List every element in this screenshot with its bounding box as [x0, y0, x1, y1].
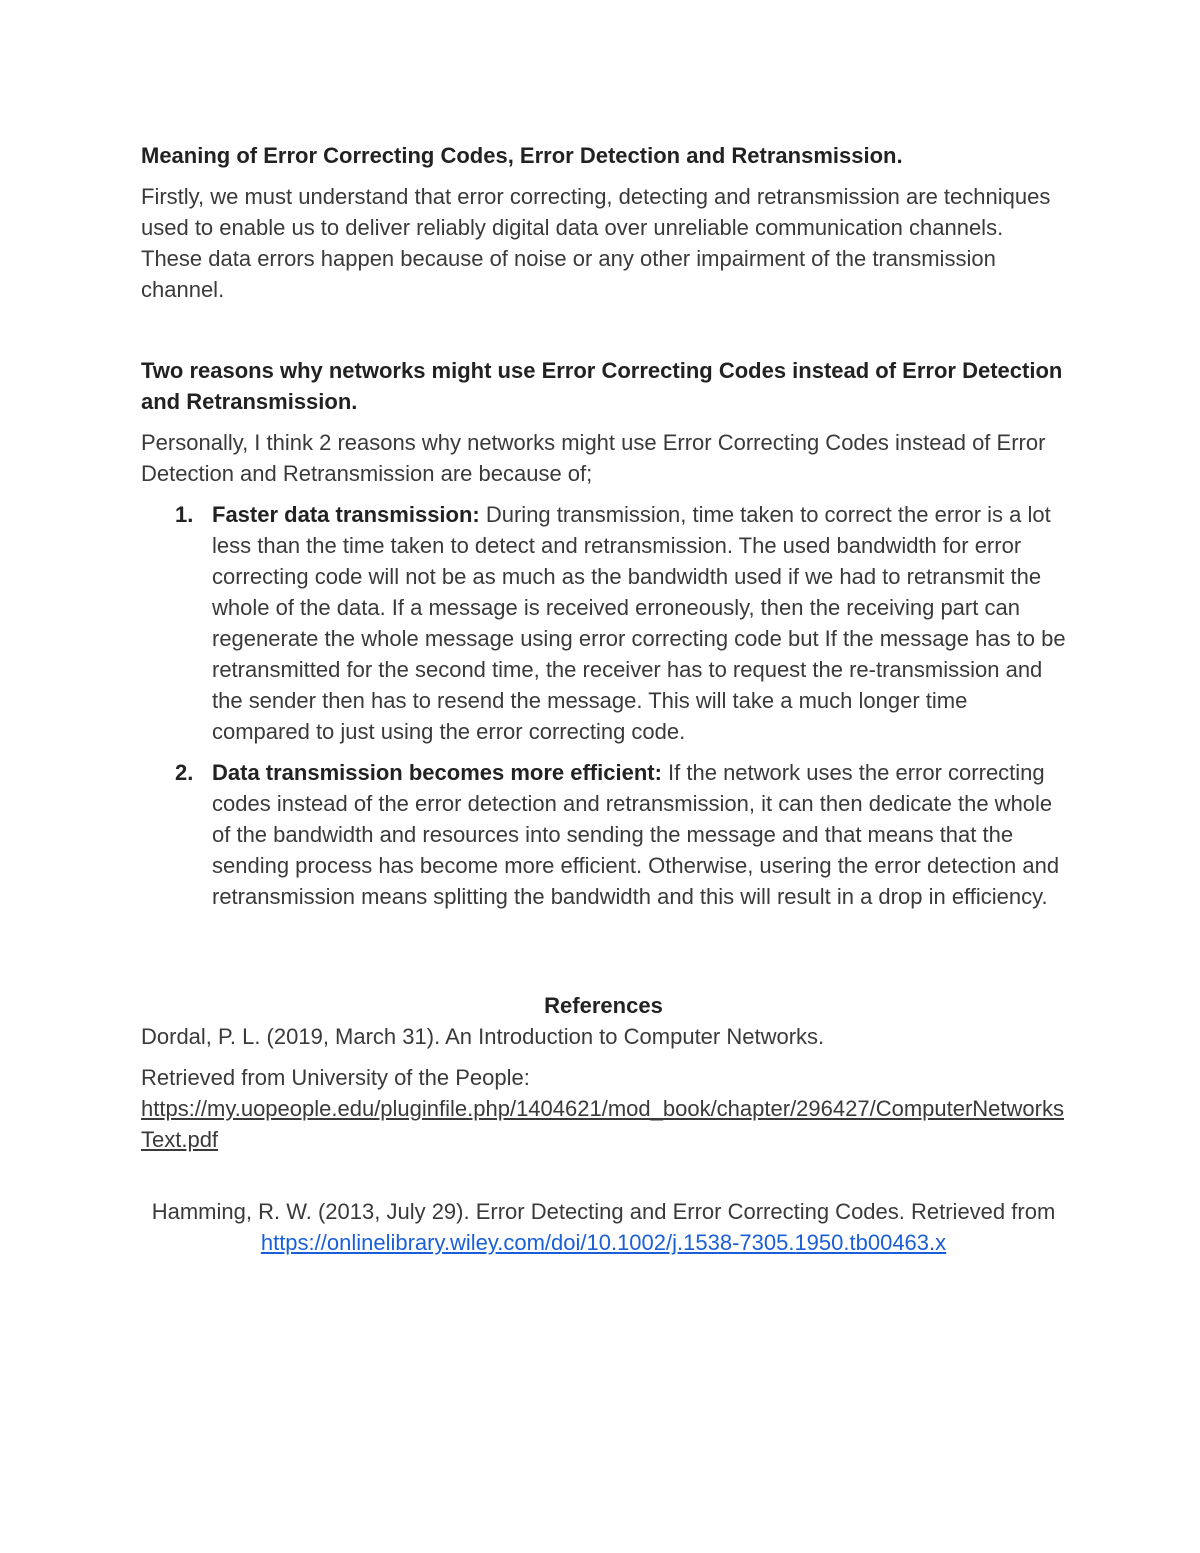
reference-retrieved-dordal — [141, 1062, 1066, 1155]
list-item-term: Data transmission becomes more efficient: — [212, 760, 662, 785]
section-heading-reasons: Two reasons why networks might use Error Correcting Codes instead of Error Detection and Retransmission. — [141, 358, 1063, 414]
list-item-text: If the network uses the error correcting codes instead of the error detection and retransmission, it can then dedicate the whole of the bandwidth and resources into sending the message and that means that the sending process has become more efficient. Otherwise, usering the error detection and retransmission means splitting the bandwidth and this will result in a drop in efficiency. — [212, 760, 1060, 909]
section-heading-meaning: Meaning of Error Correcting Codes, Error Detection and Retransmission. — [141, 143, 903, 168]
list-item-number: 2. — [175, 760, 194, 785]
reference-citation-dordal: Dordal, P. L. (2019, March 31). An Introduction to Computer Networks. — [141, 1024, 825, 1049]
reasons-list — [141, 499, 1066, 912]
reference-link-dordal[interactable]: https://my.uopeople.edu/pluginfile.php/1404621/mod_book/chapter/296427/ComputerNetworksText.pdf — [141, 1096, 1064, 1152]
reference-hamming — [141, 1196, 1066, 1258]
list-item-term: Faster data transmission: — [212, 502, 480, 527]
section-paragraph-meaning: Firstly, we must understand that error correcting, detecting and retransmission are techniques used to enable us to deliver reliably digital data over unreliable communication channels. These data errors happen because of noise or any other impairment of the transmission channel. — [141, 184, 1051, 302]
reference-retrieved-label: Retrieved from University of the People: — [141, 1065, 530, 1090]
section-paragraph-reasons-intro: Personally, I think 2 reasons why networks might use Error Correcting Codes instead of Error Detection and Retransmission are because of; — [141, 430, 1046, 486]
list-item-number: 1. — [175, 502, 194, 527]
document-page — [141, 140, 1066, 1258]
reference-link-hamming[interactable]: https://onlinelibrary.wiley.com/doi/10.1002/j.1538-7305.1950.tb00463.x — [260, 1230, 947, 1255]
references-title: References — [544, 993, 663, 1018]
list-item — [141, 499, 1066, 747]
reference-citation-hamming: Hamming, R. W. (2013, July 29). Error Detecting and Error Correcting Codes. Retrieved from — [151, 1199, 1056, 1224]
list-item — [141, 757, 1066, 912]
list-item-text: During transmission, time taken to correct the error is a lot less than the time taken to detect and retransmission. The used bandwidth for error correcting code will not be as much as the bandwidth used if we had to retransmit the whole of the data. If a message is received erroneously, then the receiving part can regenerate the whole message using error correcting code but If the message has to be retransmitted for the second time, the receiver has to request the re-transmission and the sender then has to resend the message. This will take a much longer time compared to just using the error correcting code. — [212, 502, 1066, 744]
